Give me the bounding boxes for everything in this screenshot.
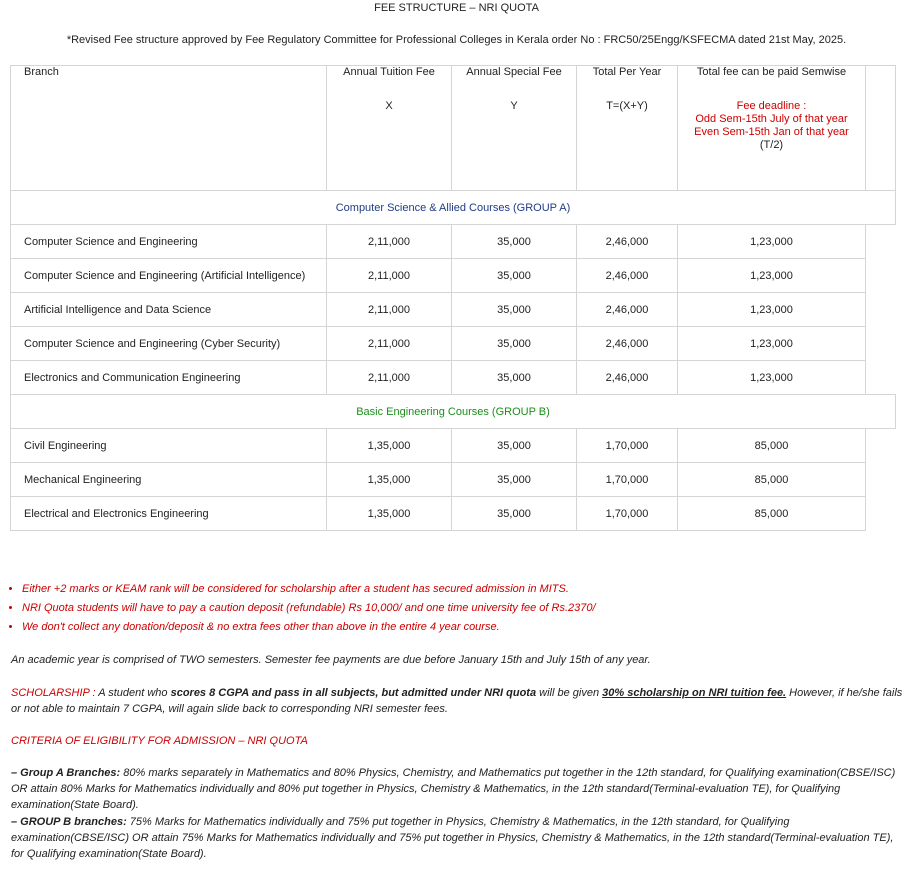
header-branch: Branch — [11, 66, 327, 191]
table-row — [11, 463, 896, 497]
semwise-cell: 1,23,000 — [678, 327, 866, 361]
header-tuition-label: Annual Tuition Fee — [343, 66, 435, 78]
tuition-cell: 2,11,000 — [327, 293, 452, 327]
group-row — [11, 191, 896, 225]
semwise-cell: 85,000 — [678, 497, 866, 531]
branch-cell: Computer Science and Engineering (Cyber Security) — [11, 327, 327, 361]
special-cell: 35,000 — [452, 429, 577, 463]
criteria-heading: CRITERIA OF ELIGIBILITY FOR ADMISSION – NRI QUOTA — [11, 735, 308, 747]
deadline-even: Even Sem-15th Jan of that year — [694, 126, 849, 138]
total-cell: 2,46,000 — [577, 361, 678, 395]
empty-cell — [866, 293, 896, 327]
total-cell: 1,70,000 — [577, 463, 678, 497]
empty-cell — [866, 361, 896, 395]
group-row — [11, 395, 896, 429]
special-cell: 35,000 — [452, 225, 577, 259]
group-a-label: – Group A Branches: — [11, 767, 121, 779]
fee-deadline-note — [678, 100, 865, 152]
header-total-label: Total Per Year — [592, 66, 662, 78]
list-item — [22, 618, 596, 637]
table-row — [11, 259, 896, 293]
header-special-label: Annual Special Fee — [466, 66, 562, 78]
total-cell: 2,46,000 — [577, 225, 678, 259]
branch-cell: Electronics and Communication Engineering — [11, 361, 327, 395]
table-row — [11, 293, 896, 327]
semwise-cell: 1,23,000 — [678, 293, 866, 327]
notes-list — [6, 580, 596, 637]
header-special — [452, 66, 577, 191]
special-cell: 35,000 — [452, 361, 577, 395]
header-tuition — [327, 66, 452, 191]
empty-cell — [866, 463, 896, 497]
page-title: FEE STRUCTURE – NRI QUOTA — [374, 2, 539, 14]
scholarship-condition: scores 8 CGPA and pass in all subjects, but admitted under NRI quota — [170, 687, 537, 699]
semwise-cell: 1,23,000 — [678, 259, 866, 293]
scholarship-paragraph — [11, 685, 906, 717]
header-semwise — [678, 66, 866, 191]
empty-cell — [866, 327, 896, 361]
special-cell: 35,000 — [452, 463, 577, 497]
table-row — [11, 225, 896, 259]
header-special-sub: Y — [510, 100, 518, 112]
table-row — [11, 497, 896, 531]
page-subtitle: *Revised Fee structure approved by Fee Regulatory Committee for Professional Colleges in Kerala order No : FRC50/25Engg/KSFECMA dated 21st May, 2025. — [66, 34, 847, 46]
group-a-heading: Computer Science & Allied Courses (GROUP A) — [11, 191, 896, 225]
list-item — [22, 580, 596, 599]
total-cell: 1,70,000 — [577, 429, 678, 463]
semwise-cell: 1,23,000 — [678, 225, 866, 259]
special-cell: 35,000 — [452, 259, 577, 293]
note-text: NRI Quota students will have to pay a caution deposit (refundable) Rs 10,000/ and one time university fee of Rs.2370/ — [22, 602, 596, 614]
scholarship-text-3: However, if he/she fails or not able to maintain 7 CGPA, will again slide back to corresponding NRI semester fees. — [11, 687, 903, 715]
branch-cell: Electrical and Electronics Engineering — [11, 497, 327, 531]
deadline-odd: Odd Sem-15th July of that year — [695, 113, 848, 125]
empty-cell — [866, 429, 896, 463]
scholarship-text-2: will be given — [536, 687, 603, 699]
list-item — [22, 599, 596, 618]
table-header-row — [11, 66, 896, 191]
tuition-cell: 2,11,000 — [327, 259, 452, 293]
semwise-cell: 85,000 — [678, 429, 866, 463]
header-total-sub: T=(X+Y) — [606, 100, 648, 112]
empty-cell — [866, 259, 896, 293]
deadline-title: Fee deadline : — [736, 100, 807, 112]
group-b-label: – GROUP B branches: — [11, 816, 127, 828]
empty-cell — [866, 497, 896, 531]
note-text: We don't collect any donation/deposit & no extra fees other than above in the entire 4 year course. — [22, 621, 500, 633]
branch-cell: Civil Engineering — [11, 429, 327, 463]
empty-cell — [866, 225, 896, 259]
special-cell: 35,000 — [452, 293, 577, 327]
total-cell: 2,46,000 — [577, 259, 678, 293]
scholarship-benefit: 30% scholarship on NRI tuition fee. — [602, 687, 787, 699]
table-row — [11, 429, 896, 463]
scholarship-label: SCHOLARSHIP : — [11, 687, 96, 699]
tuition-cell: 2,11,000 — [327, 327, 452, 361]
table-row — [11, 327, 896, 361]
branch-cell: Computer Science and Engineering (Artificial Intelligence) — [11, 259, 327, 293]
tuition-cell: 1,35,000 — [327, 497, 452, 531]
header-empty — [866, 66, 896, 191]
total-cell: 1,70,000 — [577, 497, 678, 531]
total-cell: 2,46,000 — [577, 327, 678, 361]
fee-table — [10, 65, 896, 531]
special-cell: 35,000 — [452, 327, 577, 361]
special-cell: 35,000 — [452, 497, 577, 531]
tuition-cell: 2,11,000 — [327, 361, 452, 395]
group-b-heading: Basic Engineering Courses (GROUP B) — [11, 395, 896, 429]
branch-cell: Artificial Intelligence and Data Science — [11, 293, 327, 327]
total-cell: 2,46,000 — [577, 293, 678, 327]
header-tuition-sub: X — [385, 100, 393, 112]
academic-year-note: An academic year is comprised of TWO semesters. Semester fee payments are due before January 15th and July 15th of any year. — [11, 654, 651, 666]
group-b-criteria — [11, 814, 906, 862]
tuition-cell: 2,11,000 — [327, 225, 452, 259]
note-text: Either +2 marks or KEAM rank will be considered for scholarship after a student has secured admission in MITS. — [22, 583, 569, 595]
table-row — [11, 361, 896, 395]
semwise-cell: 85,000 — [678, 463, 866, 497]
semwise-cell: 1,23,000 — [678, 361, 866, 395]
group-a-text: 80% marks separately in Mathematics and 80% Physics, Chemistry, and Mathematics put together in the 12th standard, for Qualifying examination(CBSE/ISC) OR attain 80% Marks for Mathematics individually and 80% put together in Physics, Chemistry & Mathematics, in the 12th standard(Terminal-evaluation TE), for Qualifying examination(State Board). — [11, 767, 896, 811]
group-b-text: 75% Marks for Mathematics individually and 75% put together in Physics, Chemistry & Mathematics, in the 12th standard, for Qualifying examination(CBSE/ISC) OR attain 75% Marks for Mathematics individually and 75% put together in Physics, Chemistry & Mathematics, in the 12th standard(Terminal-evaluation TE), for Qualifying examination(State Board). — [11, 816, 894, 860]
header-semwise-label: Total fee can be paid Semwise — [696, 66, 847, 78]
deadline-t2: (T/2) — [759, 139, 784, 151]
branch-cell: Computer Science and Engineering — [11, 225, 327, 259]
group-a-criteria — [11, 765, 906, 813]
scholarship-text-1: A student who — [95, 687, 171, 699]
tuition-cell: 1,35,000 — [327, 463, 452, 497]
tuition-cell: 1,35,000 — [327, 429, 452, 463]
branch-cell: Mechanical Engineering — [11, 463, 327, 497]
header-total — [577, 66, 678, 191]
